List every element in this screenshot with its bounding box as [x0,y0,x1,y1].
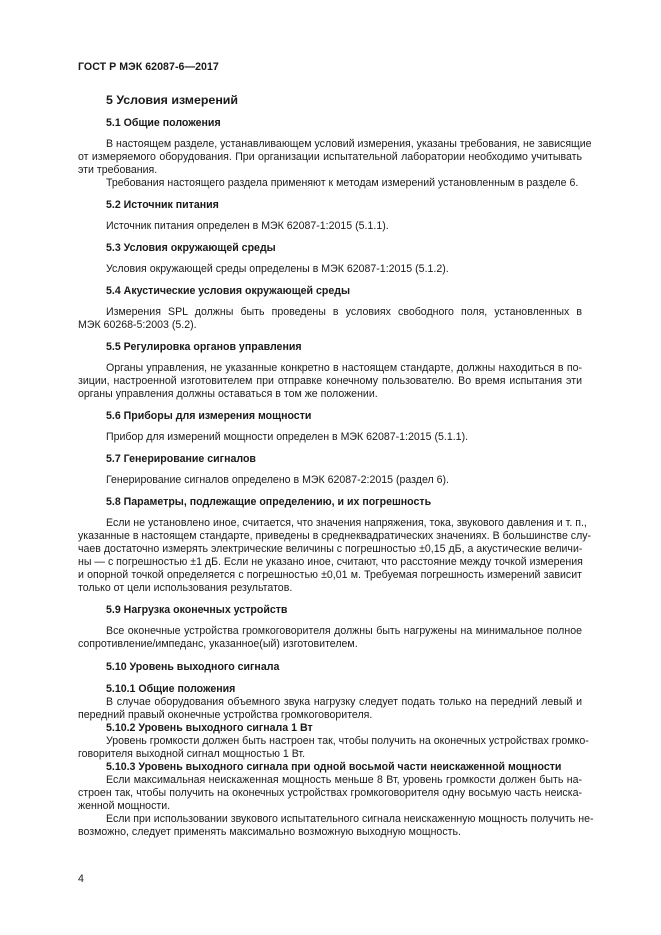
document-header: ГОСТ Р МЭК 62087-6—2017 [78,61,219,73]
subsection-title-5-10: 5.10 Уровень выходного сигнала [106,661,280,673]
document-body [78,93,594,839]
section-title: 5 Условия измерений [106,93,239,107]
text-line: Прибор для измерений мощности определен в МЭК 62087-1:2015 (5.1.1). [106,431,469,443]
text-line: Измерения SPL должны быть проведены в условиях свободного поля, установленных в [106,306,582,318]
text-line: Генерирование сигналов определено в МЭК 62087-2:2015 (раздел 6). [106,474,449,486]
paragraph-5-1-1 [78,138,592,177]
text-line: ны — с погрешностью ±1 дБ. Если не указано иное, считают, что расстояние между точкой измерения [78,556,583,568]
paragraph-5-5 [78,362,582,401]
text-line: Все оконечные устройства громкоговорителя должны быть нагружены на минимальное полное [106,625,582,637]
text-line: Уровень громкости должен быть настроен так, чтобы получить на оконечных устройствах громко- [106,735,589,747]
text-line: от измеряемого оборудования. При организации испытательной лаборатории необходимо учитывать [78,151,582,163]
text-line: Условия окружающей среды определены в МЭК 62087-1:2015 (5.1.2). [106,263,449,275]
paragraph-5-7 [78,474,582,487]
subsection-title-5-3: 5.3 Условия окружающей среды [106,242,276,254]
text-line: Требования настоящего раздела применяют к методам измерений установленным в разделе 6. [106,177,579,189]
paragraph-5-2 [78,220,582,233]
text-line: только от цели использования результатов. [78,582,293,594]
paragraph-5-6 [78,431,582,444]
text-line: органы управления должны оставаться в том же положении. [78,388,378,400]
text-line: Источник питания определен в МЭК 62087-1:2015 (5.1.1). [106,220,389,232]
paragraph-5-10-1 [78,696,582,722]
text-line: МЭК 60268-5:2003 (5.2). [78,319,197,331]
text-line: строен так, чтобы получить на оконечных устройствах громкоговорителя одну восьмую часть неиска- [78,787,582,799]
text-line: и опорной точкой определяется с погрешностью ±0,01 м. Требуемая погрешность измерений зависит [78,569,582,581]
text-line: передний правый оконечные устройства громкоговорителя. [78,709,373,721]
text-line: говорителя выходной сигнал мощностью 1 Вт. [78,748,306,760]
page-number: 4 [78,873,84,885]
paragraph-5-4 [78,306,582,332]
paragraph-5-3 [78,263,582,276]
subsection-title-5-8: 5.8 Параметры, подлежащие определению, и их погрешность [106,496,432,508]
text-line: Если максимальная неискаженная мощность меньше 8 Вт, уровень громкости должен быть на- [106,774,582,786]
text-line: Если при использовании звукового испытательного сигнала неискаженную мощность получить не- [106,813,594,825]
paragraph-5-10-2 [78,735,589,761]
text-line: Если не установлено иное, считается, что значения напряжения, тока, звукового давления и т. п., [106,517,587,529]
text-line: женной мощности. [78,800,171,812]
paragraph-5-10-3-1 [78,774,582,813]
text-line: эти требования. [78,164,158,176]
text-line: зиции, настроенной изготовителем при отправке конечному пользователю. Во время испытания эти [78,375,582,387]
paragraph-5-9 [78,625,582,651]
text-line: В случае оборудования объемного звука нагрузку следует подать только на передний левый и [106,696,582,708]
subsection-title-5-6: 5.6 Приборы для измерения мощности [106,410,312,422]
text-line: возможно, следует применять максимально возможную выходную мощность. [78,826,461,838]
subsection-title-5-5: 5.5 Регулировка органов управления [106,341,302,353]
subsubsection-title-5-10-1: 5.10.1 Общие положения [106,683,236,695]
subsection-title-5-1: 5.1 Общие положения [106,117,221,129]
subsection-title-5-7: 5.7 Генерирование сигналов [106,453,256,465]
text-line: Органы управления, не указанные конкретно в настоящем стандарте, должны находиться в по- [106,362,582,374]
paragraph-5-1-2 [78,177,582,190]
subsubsection-title-5-10-3: 5.10.3 Уровень выходного сигнала при одной восьмой части неискаженной мощности [106,761,562,773]
text-line: В настоящем разделе, устанавливающем условий измерения, указаны требования, не зависящие [106,138,592,150]
subsubsection-title-5-10-2: 5.10.2 Уровень выходного сигнала 1 Вт [106,722,313,734]
subsection-title-5-4: 5.4 Акустические условия окружающей среды [106,285,351,297]
paragraph-5-10-3-2 [78,813,594,839]
subsection-title-5-2: 5.2 Источник питания [106,199,219,211]
text-line: чаев достаточно измерять электрические величины с погрешностью ±0,15 дБ, а акустические величи- [78,543,583,555]
subsection-title-5-9: 5.9 Нагрузка оконечных устройств [106,604,288,616]
paragraph-5-8 [78,517,592,595]
text-line: указанные в настоящем стандарте, приведены в среднеквадратических значениях. В большинстве слу- [78,530,592,542]
text-line: сопротивление/импеданс, указанное(ый) изготовителем. [78,638,358,650]
